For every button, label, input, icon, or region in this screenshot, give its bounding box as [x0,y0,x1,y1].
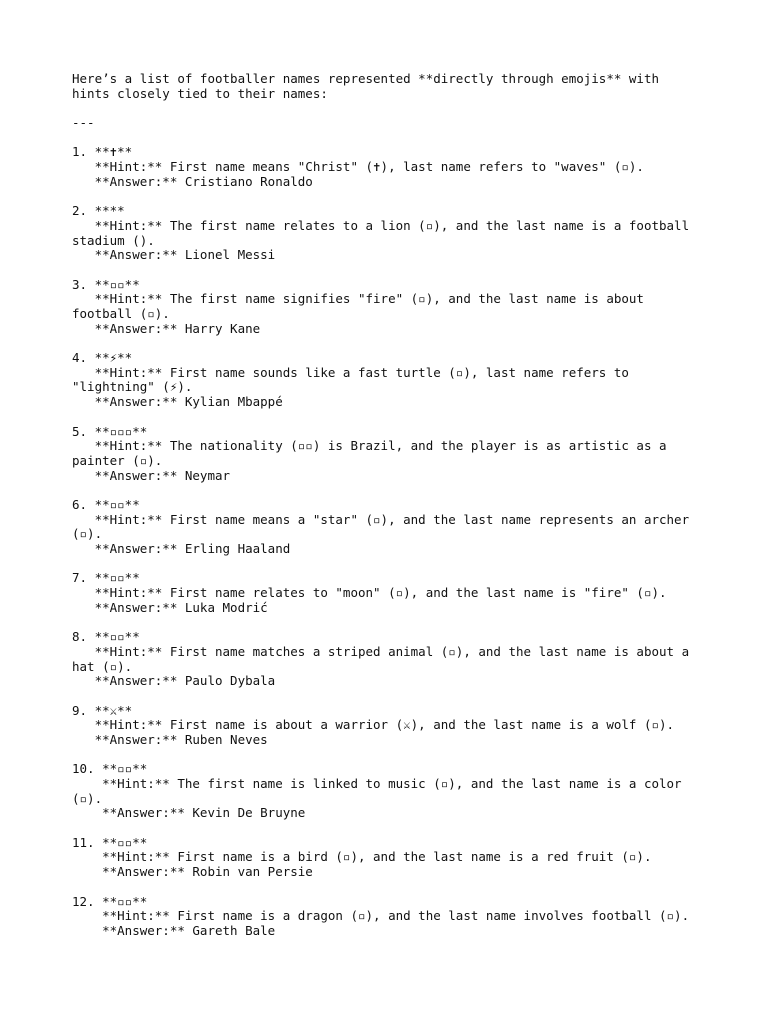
entry-hint: **Hint:** The first name is linked to music (▫), and the last name is a color [72,776,682,791]
spacer [72,131,700,146]
list-item [72,895,700,939]
list-item [72,762,700,821]
intro-paragraph [72,72,700,101]
entry-answer: **Answer:** Gareth Bale [72,922,276,938]
entry-hint-continuation: painter (▫). [72,452,163,468]
entry-heading: 4. **⚡** [72,350,133,366]
list-item [72,704,700,748]
list-item [72,498,700,557]
list-item [72,425,700,484]
entry-answer: **Answer:** Harry Kane [72,320,261,336]
entry-answer: **Answer:** Cristiano Ronaldo [72,173,313,189]
entry-answer: **Answer:** Luka Modrić [72,599,268,615]
list-item [72,351,700,410]
list-item [72,204,700,263]
entry-hint: **Hint:** First name matches a striped animal (▫), and the last name is about a [72,643,690,659]
entry-heading: 10. **▫▫** [72,761,148,777]
entry-heading: 8. **▫▫** [72,629,140,645]
intro-line: hints closely tied to their names: [72,85,328,101]
entry-hint: **Hint:** First name is a bird (▫), and the last name is a red fruit (▫). [72,849,652,865]
list-item [72,145,700,189]
document-page [72,72,700,953]
entry-heading: 3. **▫▫** [72,276,140,292]
entry-hint-continuation: hat (▫). [72,658,133,674]
entry-hint: **Hint:** The nationality (▫▫) is Brazil, and the player is as artistic as a [72,438,667,454]
intro-line: Here’s a list of footballer names represented **directly through emojis** with [72,71,659,86]
entry-hint: **Hint:** First name sounds like a fast turtle (▫), last name refers to [72,364,629,380]
entry-hint: **Hint:** First name is a dragon (▫), and the last name involves football (▫). [72,908,690,924]
entry-hint: **Hint:** First name means "Christ" (✝), last name refers to "waves" (▫). [72,159,644,175]
entry-answer: **Answer:** Ruben Neves [72,731,268,747]
entry-hint-continuation: stadium (). [72,232,155,248]
entry-heading: 11. **▫▫** [72,834,148,850]
entry-hint-continuation: (▫). [72,790,103,806]
entry-answer: **Answer:** Erling Haaland [72,541,291,556]
entry-heading: 6. **▫▫** [72,496,140,512]
entry-answer: **Answer:** Robin van Persie [72,864,313,880]
entry-heading: 7. **▫▫** [72,570,140,586]
entry-hint: **Hint:** First name means a "star" (▫), and the last name represents an archer [72,511,690,527]
entry-heading: 1. **✝** [72,144,133,160]
entry-hint-continuation: (▫). [72,526,103,542]
entry-hint: **Hint:** The first name signifies "fire" (▫), and the last name is about [72,291,644,307]
entry-hint: **Hint:** First name relates to "moon" (▫), and the last name is "fire" (▫). [72,585,667,601]
entry-answer: **Answer:** Lionel Messi [72,247,276,263]
separator: --- [72,115,95,131]
entry-list [72,145,700,938]
entry-answer: **Answer:** Paulo Dybala [72,673,276,689]
entry-hint: **Hint:** The first name relates to a lion (▫), and the last name is a football [72,217,690,233]
entry-hint: **Hint:** First name is about a warrior (⚔), and the last name is a wolf (▫). [72,717,675,733]
entry-hint-continuation: football (▫). [72,306,170,321]
list-item [72,571,700,615]
entry-heading: 9. **⚔** [72,702,133,718]
list-item [72,630,700,689]
entry-answer: **Answer:** Kylian Mbappé [72,394,283,410]
entry-heading: 5. **▫▫▫** [72,423,148,439]
list-item [72,278,700,337]
entry-answer: **Answer:** Kevin De Bruyne [72,805,306,821]
entry-heading: 2. **** [72,203,125,219]
entry-answer: **Answer:** Neymar [72,467,231,483]
list-item [72,836,700,880]
entry-heading: 12. **▫▫** [72,893,148,909]
entry-hint-continuation: "lightning" (⚡). [72,379,193,395]
spacer [72,101,700,116]
